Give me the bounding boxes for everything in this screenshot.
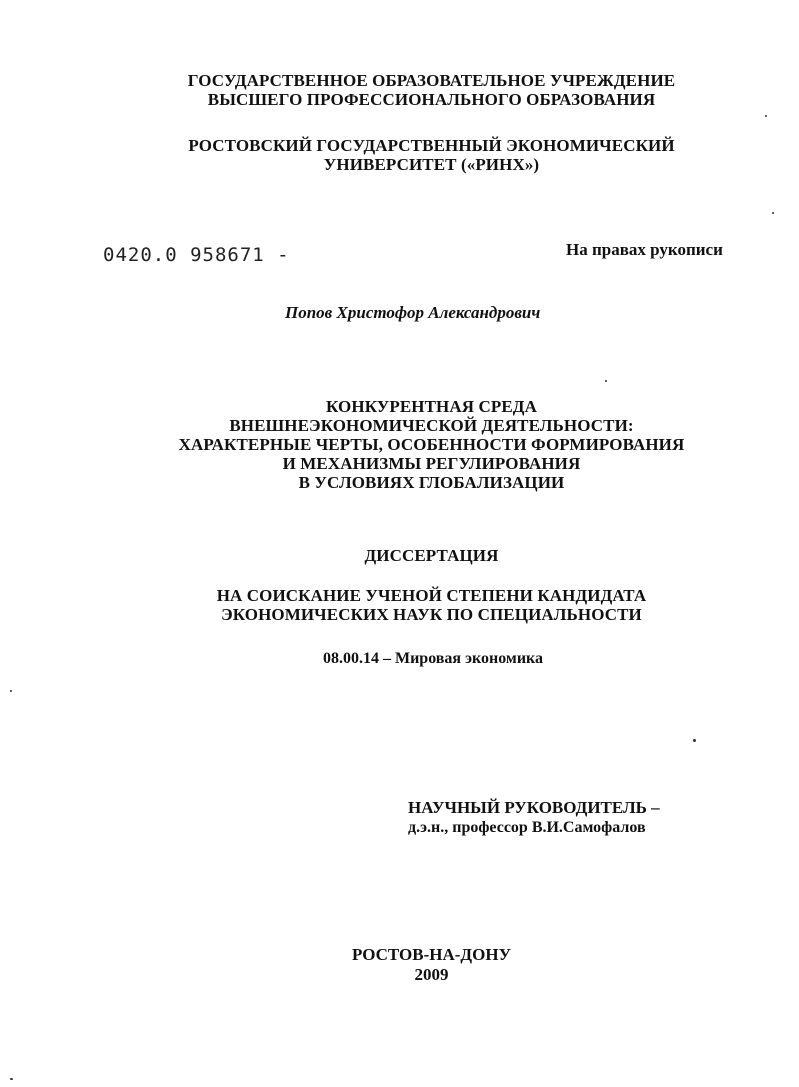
- year: 2009: [414, 965, 449, 984]
- supervisor-block: [408, 797, 660, 838]
- registration-number: 0420.0 958671 -: [103, 244, 290, 266]
- thesis-title-line-2: ВНЕШНЕЭКОНОМИЧЕСКОЙ ДЕЯТЕЛЬНОСТИ:: [229, 416, 634, 435]
- degree-statement: [32, 586, 799, 624]
- specialty: 08.00.14 – Мировая экономика: [322, 650, 544, 667]
- institution-line-1: ГОСУДАРСТВЕННОЕ ОБРАЗОВАТЕЛЬНОЕ УЧРЕЖДЕНИЕ: [187, 71, 676, 90]
- scan-speck: [693, 739, 696, 742]
- thesis-title-line-4: И МЕХАНИЗМЫ РЕГУЛИРОВАНИЯ: [282, 454, 581, 473]
- thesis-title: [32, 397, 799, 492]
- university-line-1: РОСТОВСКИЙ ГОСУДАРСТВЕННЫЙ ЭКОНОМИЧЕСКИЙ: [188, 136, 675, 155]
- scan-speck: [10, 690, 12, 692]
- institution-header: [32, 71, 799, 109]
- scan-speck: [605, 380, 607, 382]
- dissertation-label: [32, 546, 799, 565]
- author-name: Попов Христофор Александрович: [285, 303, 541, 322]
- institution-line-2: ВЫСШЕГО ПРОФЕССИОНАЛЬНОГО ОБРАЗОВАНИЯ: [207, 90, 656, 109]
- thesis-title-line-1: КОНКУРЕНТНАЯ СРЕДА: [326, 397, 537, 416]
- supervisor-name: д.э.н., профессор В.И.Самофалов: [408, 819, 646, 836]
- degree-line-2: ЭКОНОМИЧЕСКИХ НАУК ПО СПЕЦИАЛЬНОСТИ: [221, 605, 642, 624]
- degree-line-1: НА СОИСКАНИЕ УЧЕНОЙ СТЕПЕНИ КАНДИДАТА: [216, 586, 647, 605]
- scan-speck: [10, 1078, 13, 1080]
- scan-speck: [765, 115, 767, 117]
- university-header: [32, 136, 799, 174]
- city-year: [32, 945, 799, 985]
- thesis-title-line-5: В УСЛОВИЯХ ГЛОБАЛИЗАЦИИ: [298, 473, 565, 492]
- manuscript-note: На правах рукописи: [566, 240, 723, 259]
- scan-speck: [772, 212, 774, 214]
- thesis-title-line-3: ХАРАКТЕРНЫЕ ЧЕРТЫ, ОСОБЕННОСТИ ФОРМИРОВАНИЯ: [178, 435, 685, 454]
- university-line-2: УНИВЕРСИТЕТ («РИНХ»): [323, 155, 540, 174]
- city: РОСТОВ-НА-ДОНУ: [351, 945, 512, 964]
- supervisor-title: НАУЧНЫЙ РУКОВОДИТЕЛЬ –: [408, 798, 660, 817]
- dissertation-label-text: ДИССЕРТАЦИЯ: [364, 546, 499, 565]
